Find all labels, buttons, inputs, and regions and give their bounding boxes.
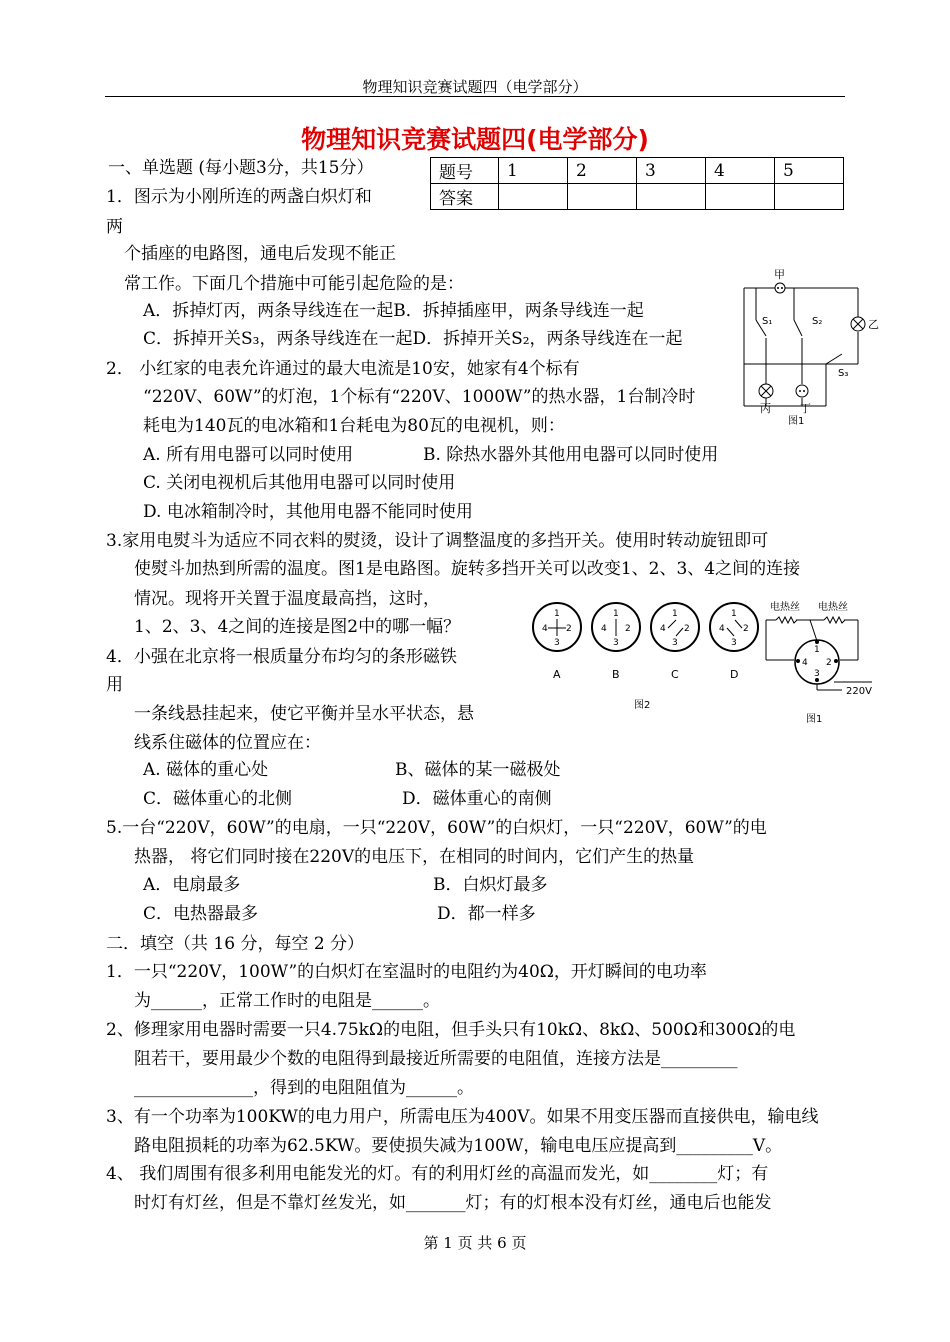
question-text: 路电阻损耗的功率为62.5KW。要使损失减为100W，输电电压应提高到_________V。 [134,1136,783,1156]
question-text: 个插座的电路图，通电后发现不能正 [124,244,396,264]
question-text: 1．图示为小刚所连的两盏白炽灯和 [106,187,372,207]
option-text: C．拆掉开关S₃，两条导线连在一起D．拆掉开关S₂，两条导线连在一起 [143,329,683,349]
svg-text:4: 4 [660,624,666,634]
voltage-label: 220V [846,686,872,697]
question-text: 常工作。下面几个措施中可能引起危险的是： [124,274,464,294]
option-text: A．拆掉灯丙，两条导线连在一起B．拆掉插座甲，两条导线连一起 [143,301,644,321]
answer-table-cell: 3 [637,158,706,184]
answer-blank-2[interactable] [568,184,637,210]
question-text: 阻若干，要用最少个数的电阻得到最接近所需要的电阻值，连接方法是_________ [134,1049,738,1069]
question-text: 热器， 将它们同时接在220V的电压下，在相同的时间内，它们产生的热量 [134,847,695,867]
figure-caption: 图2 [634,700,651,711]
dial-a [533,603,581,651]
option-text: A. 磁体的重心处 [143,760,269,780]
dial-d [710,603,758,651]
page-footer: 第 1 页 共 6 页 [423,1234,527,1252]
svg-text:2: 2 [826,658,832,668]
lamp-bing-icon [759,384,773,398]
dial-label-a: A [553,668,561,681]
dial-label-c: C [671,668,679,681]
answer-table-cell: 答案 [431,184,499,210]
page-title: 物理知识竞赛试题四(电学部分) [301,125,649,154]
question-text: 3、有一个功率为100KW的电力用户，所需电压为400V。如果不用变压器而直接供电，输电线 [106,1107,819,1127]
dial-label-d: D [730,668,739,681]
svg-text:2: 2 [743,624,749,634]
answer-blank-4[interactable] [706,184,775,210]
switch-s1-label: S₁ [762,316,773,327]
section-1-heading: 一、单选题 (每小题3分，共15分） [108,158,374,178]
dial-b [592,603,640,651]
dial-label-b: B [612,668,620,681]
svg-text:1: 1 [814,645,820,655]
question-text: 时灯有灯丝，但是不靠灯丝发光，如_______灯；有的灯根本没有灯丝，通电后也能发 [134,1193,772,1213]
svg-text:4: 4 [542,624,548,634]
svg-text:2: 2 [625,624,631,634]
section-2-heading: 二．填空（共 16 分，每空 2 分） [106,934,365,954]
svg-text:1: 1 [672,609,678,619]
socket-jia-icon [775,283,785,293]
option-text: C. 关闭电视机后其他用电器可以同时使用 [143,473,456,493]
option-text: B. 除热水器外其他用电器可以同时使用 [423,445,719,465]
question-text: 5.一台“220V，60W”的电扇，一只“220V，60W”的白炽灯，一只“220V，60W”的电 [106,818,767,838]
answer-table-cell: 题号 [431,158,499,184]
lamp-bing-label: 丙 [760,402,771,415]
answer-blank-1[interactable] [499,184,568,210]
question-text: ______________，得到的电阻阻值为______。 [134,1078,474,1098]
svg-text:3: 3 [814,669,820,679]
answer-table-cell: 2 [568,158,637,184]
heater-right-label: 电热丝 [818,602,848,613]
question-text: 线系住磁体的位置应在： [134,733,321,753]
svg-text:4: 4 [719,624,725,634]
option-text: D．都一样多 [437,904,536,924]
svg-text:2: 2 [684,624,690,634]
question-text: 两 [106,217,123,237]
svg-text:1: 1 [731,609,737,619]
socket-ding-icon [796,385,808,397]
question-text: 用 [106,675,123,695]
svg-text:1: 1 [613,609,619,619]
answer-table-cell: 5 [775,158,844,184]
question-text: 2． 小红家的电表允许通过的最大电流是10安，她家有4个标有 [106,359,580,379]
heater-left-resistor [776,617,797,623]
answer-table-cell: 1 [499,158,568,184]
option-text: A．电扇最多 [143,875,241,895]
svg-text:3: 3 [672,638,678,648]
answer-table-cell: 4 [706,158,775,184]
question-text: “220V、60W”的灯泡，1个标有“220V、1000W”的热水器，1台制冷时 [143,387,696,407]
question-text: 1．一只“220V，100W”的白炽灯在室温时的电阻约为40Ω，开灯瞬间的电功率 [106,962,707,982]
question-text: 耗电为140瓦的电冰箱和1台耗电为80瓦的电视机，则： [143,416,565,436]
lamp-yi-label: 乙 [868,318,879,331]
answer-blank-5[interactable] [775,184,844,210]
svg-text:4: 4 [601,624,607,634]
rotary-switch-icon [795,640,839,684]
svg-text:1: 1 [554,609,560,619]
question-text: 4、 我们周围有很多利用电能发光的灯。有的利用灯丝的高温而发光，如________灯；有 [106,1164,769,1184]
option-text: C．电热器最多 [143,904,259,924]
answer-table-header-row [431,158,844,184]
answer-table [430,157,844,210]
circuit-diagram-figure [736,266,896,432]
question-text: 2、修理家用电器时需要一只4.75kΩ的电阻，但手头只有10kΩ、8kΩ、500Ω和300Ω的电 [106,1020,796,1040]
switch-s2-label: S₂ [812,316,823,327]
question-text: 一条线悬挂起来，使它平衡并呈水平状态，悬 [134,704,474,724]
socket-ding-label: 丁 [800,402,811,415]
svg-text:3: 3 [554,638,560,648]
option-text: B．白炽灯最多 [433,875,548,895]
figure-caption: 图1 [788,416,805,427]
question-text: 使熨斗加热到所需的温度。图1是电路图。旋转多挡开关可以改变1、2、3、4之间的连接 [134,559,801,579]
heater-right-resistor [824,617,845,623]
option-text: A. 所有用电器可以同时使用 [143,445,354,465]
question-text: 1、2、3、4之间的连接是图2中的哪一幅？ [134,617,461,637]
switch-dials-figure [526,600,766,715]
heater-left-label: 电热丝 [770,602,800,613]
svg-text:3: 3 [613,638,619,648]
question-text: 情况。现将开关置于温度最高挡，这时， [134,589,440,609]
svg-text:4: 4 [802,658,808,668]
switch-s3-label: S₃ [838,368,849,379]
page-header: 物理知识竞赛试题四（电学部分） [362,78,588,96]
iron-circuit-figure [762,598,884,728]
question-text: 4．小强在北京将一根质量分布均匀的条形磁铁 [106,647,457,667]
answer-blank-3[interactable] [637,184,706,210]
lamp-yi-icon [851,317,865,331]
question-text: 为______，正常工作时的电阻是______。 [134,991,440,1011]
option-text: D．磁体重心的南侧 [402,789,552,809]
svg-text:2: 2 [566,624,572,634]
socket-jia-label: 甲 [774,268,785,281]
svg-text:3: 3 [731,638,737,648]
answer-table-answer-row [431,184,844,210]
header-rule [105,96,845,97]
figure-caption: 图1 [806,714,823,725]
option-text: D. 电冰箱制冷时，其他用电器不能同时使用 [143,502,473,522]
option-text: C．磁体重心的北侧 [143,789,293,809]
dial-c [651,603,699,651]
question-text: 3.家用电熨斗为适应不同衣料的熨烫，设计了调整温度的多挡开关。使用时转动旋钮即可 [106,531,769,551]
option-text: B、磁体的某一磁极处 [395,760,561,780]
